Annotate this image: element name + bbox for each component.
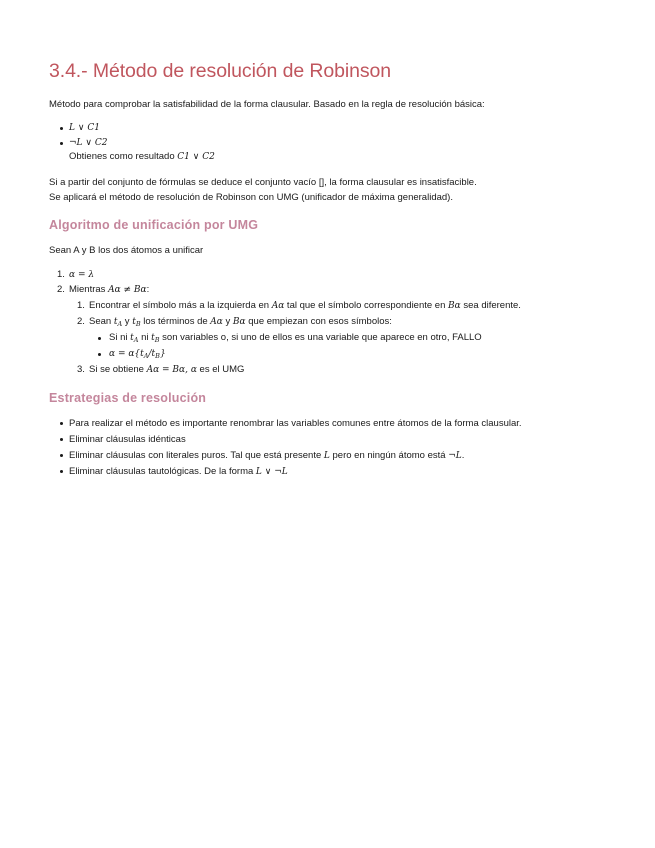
section-heading-unificacion: Algoritmo de unificación por UMG [49, 217, 259, 232]
page-title: 3.4.- Método de resolución de Robinson [49, 60, 392, 82]
term-ta: $t_A$ [113, 317, 123, 328]
section-lead: Sean A y B los dos átomos a unificar [49, 244, 204, 256]
formula-c1-or-c2: C1 ∨ C2 [177, 152, 215, 162]
formula-l-or-c1: L ∨ C1 [69, 123, 100, 133]
term-tb: $t_B$ [151, 333, 160, 344]
list-item: Eliminar cláusulas con literales puros. Tal que está presente L pero en ningún átomo está ¬L. [49, 448, 619, 464]
algorithm-step-2: 2. Mientras Aα ≠ Bα: 1. Encontrar el símbolo más a la izquierda en Aα tal que el símbolo correspondiente en Bα sea diferente. 2. Sean $t_A$ y $t_B$ los términos de Aα y Bα que empiezan con esos símbolos: Si ni $t_A$ ni $t_B$ son variables o, si uno de ellos es una variable que aparece en otro, FALLO $\alpha = \alpha\{t_A/t_B\}$ 3. Si se obtiene Aα = Bα, α es el UMG [49, 282, 619, 378]
term-tb: $t_B$ [132, 317, 141, 328]
list-item: Eliminar cláusulas idénticas [49, 432, 619, 448]
document-content [49, 60, 619, 480]
intro-paragraph: Método para comprobar la satisfabilidad de la forma clausular. Basado en la regla de resolución básica: [49, 99, 485, 110]
resolution-rule-list [49, 121, 619, 165]
substep-2: 2. Sean $t_A$ y $t_B$ los términos de Aα y Bα que empiezan con esos símbolos: Si ni $t_A$ ni $t_B$ son variables o, si uno de ellos es una variable que aparece en otro, FALLO $\alpha = \alpha\{t_A/t_B\}$ [69, 314, 619, 362]
formula-aalpha-neq-balpha: Aα ≠ Bα [108, 285, 147, 295]
substep-2-bullets [89, 330, 619, 362]
formula-alpha-lambda: α = λ [69, 269, 95, 280]
umg-paragraph: Se aplicará el método de resolución de Robinson con UMG (unificador de máxima generalidad). [49, 191, 453, 203]
formula-notl-or-c2: ¬L ∨ C2 [69, 137, 108, 148]
list-item: Eliminar cláusulas tautológicas. De la forma L ∨ ¬L [49, 464, 619, 480]
list-item [49, 121, 619, 136]
section-heading-estrategias: Estrategias de resolución [49, 391, 207, 405]
algorithm-steps [49, 268, 619, 379]
formula-substitution: $\alpha = \alpha\{t_A/t_B\}$ [109, 349, 166, 360]
algorithm-substeps [69, 298, 619, 378]
empty-set-paragraph: Si a partir del conjunto de fórmulas se deduce el conjunto vacío [], la forma clausular es insatisfacible. [49, 176, 477, 188]
algorithm-step-1: 1. α = λ [57, 268, 95, 280]
list-item: Para realizar el método es importante renombrar las variables comunes entre átomos de la forma clausular. [49, 416, 619, 432]
substep-3: 3. Si se obtiene Aα = Bα, α es el UMG [77, 364, 245, 375]
list-item: Si ni $t_A$ ni $t_B$ son variables o, si uno de ellos es una variable que aparece en otro, FALLO [89, 330, 619, 346]
result-line: Obtienes como resultado C1 ∨ C2 [69, 151, 215, 162]
substep-1: 1. Encontrar el símbolo más a la izquierda en Aα tal que el símbolo correspondiente en Bα sea diferente. [77, 300, 521, 311]
term-ta: $t_A$ [130, 333, 139, 344]
strategies-list [49, 416, 619, 480]
list-item [89, 346, 619, 362]
list-item [49, 136, 619, 165]
